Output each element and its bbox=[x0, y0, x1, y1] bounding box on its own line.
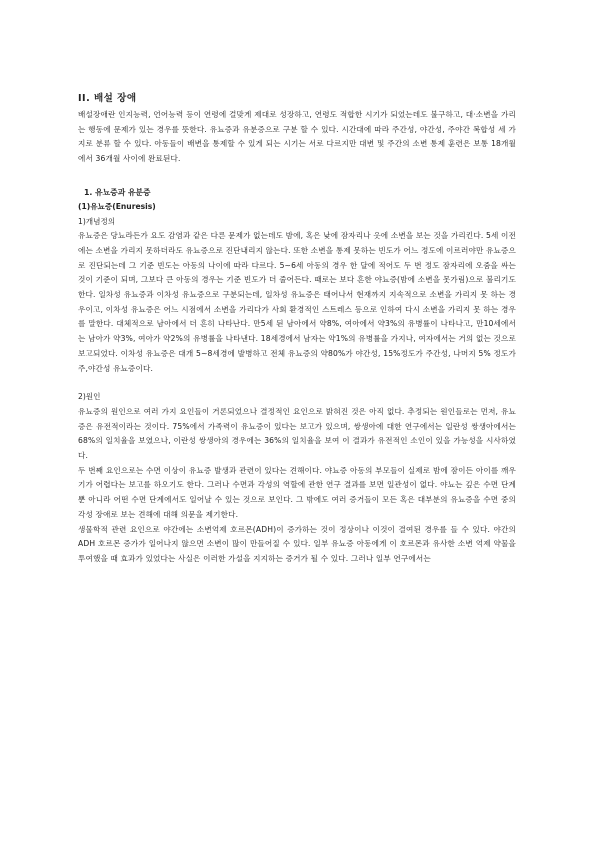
subsection-title: 1. 유뇨증과 유분증 bbox=[84, 187, 151, 197]
section-title: II. 배설 장애 bbox=[78, 93, 137, 104]
cause-label: 2)원인 bbox=[78, 392, 101, 402]
cause-paragraph-1: 유뇨증의 원인으로 여러 가지 요인들이 거론되었으나 결정적인 요인으로 밝혀진 것은 아직 없다. 추정되는 원인들로는 먼저, 유뇨증은 유전적이라는 것이다. 75%에서 가족력이 유뇨증이 있다는 보고가 있으며, 쌍생아에 대한 연구에서는 일란성 쌍생아에서는 68%의 일치율을 보였으나, 이란성 쌍생아의 경우에는 36%의 일치율을 보여 이 결과가 유전적인 소인이 있을 가능성을 시사하였다. bbox=[78, 406, 516, 461]
definition-paragraph: 유뇨증은 당뇨라든가 요도 감염과 같은 다른 문제가 없는데도 밤에, 혹은 낮에 잠자리나 옷에 소변을 보는 것을 가리킨다. 5세 이전에는 소변을 가리지 못하더라도 유뇨증으로 진단내리지 않는다. 또한 소변을 통제 못하는 빈도가 어느 정도에 이르러야만 유뇨증으로 진단되는데 그 기준 빈도는 아동의 나이에 따라 다르다. 5~6세 아동의 경우 한 달에 적어도 두 번 정도 잠자리에 오줌을 싸는 것이 기준이 되며, 그보다 큰 아동의 경우는 기준 빈도가 더 줄어든다. 때로는 보다 흔한 야뇨증(밤에 소변을 못가림)으로 불리기도 한다. 일차성 유뇨증과 이차성 유뇨증으로 구분되는데, 일차성 유뇨증은 태어나서 현재까지 지속적으로 소변을 가리지 못 하는 경우이고, 이차성 유뇨증은 어느 시점에서 소변을 가리다가 사회 환경적인 스트레스 등으로 인하여 다시 소변을 가리지 못 하는 경우를 말한다. 대체적으로 남아에서 더 흔히 나타난다. 만5세 된 남아에서 약8%, 여아에서 약3%의 유병률이 나타나고, 만10세에서는 남아가 약3%, 여아가 약2%의 유병률을 나타낸다. 18세경에서 남자는 약1%의 유병률을 가지나, 여자에서는 거의 없는 것으로 보고되었다. 이차성 유뇨증은 대개 5~8세경에 발병하고 전체 유뇨증의 약80%가 야간성, 15%정도가 주간성, 나머지 5% 정도가 주,야간성 유뇨증이다. bbox=[78, 231, 517, 373]
item-heading: (1)유뇨증(Enuresis) bbox=[78, 201, 156, 211]
cause-paragraph-2: 두 번째 요인으로는 수면 이상이 유뇨증 발생과 관련이 있다는 견해이다. 야뇨증 아동의 부모들이 실제로 밤에 잠이든 아이를 깨우기가 어렵다는 보고를 하오기도 한다. 그러나 수면과 각성의 역할에 관한 연구 결과를 보면 일관성이 없다. 야뇨는 깊은 수면 단계뿐 아니라 어떤 수면 단계에서도 일어날 수 있는 것으로 보인다. 그 밖에도 여러 증거들이 모든 혹은 대부분의 유뇨증을 수면 중의 각성 장애로 보는 견해에 대해 의문을 제기한다. bbox=[78, 465, 516, 519]
page-content bbox=[78, 92, 516, 567]
cause-paragraph-3: 생물학적 관련 요인으로 야간에는 소변억제 호르몬(ADH)이 증가하는 것이 정상이나 이것이 결여된 경우를 들 수 있다. 야간의 ADH 호르몬 증가가 일어나지 않으면 소변이 많이 만들어질 수 있다. 일부 유뇨증 아동에게 이 호르몬과 유사한 소변 억제 약물을 투여했을 때 효과가 있었다는 사실은 이러한 가설을 지지하는 증거가 될 수 있다. 그러나 일부 연구에서는 bbox=[78, 524, 516, 563]
definition-label: 1)개념정의 bbox=[78, 216, 116, 226]
section-intro-paragraph: 배설장애란 인지능력, 언어능력 등이 연령에 걸맞게 제대로 성장하고, 연령도 적합한 시기가 되었는데도 불구하고, 대·소변을 가리는 행동에 문제가 있는 경우를 뜻한다. 유뇨증과 유분증으로 구분 할 수 있다. 시간대에 따라 주간성, 야간성, 주야간 복합성 세 가지로 분류 할 수 있다. 아동들이 배변을 통제할 수 있게 되는 시기는 서로 다르지만 대변 및 주간의 소변 통제 훈련은 보통 18개월에서 36개월 사이에 완료된다. bbox=[78, 110, 516, 164]
spacer bbox=[78, 376, 516, 390]
